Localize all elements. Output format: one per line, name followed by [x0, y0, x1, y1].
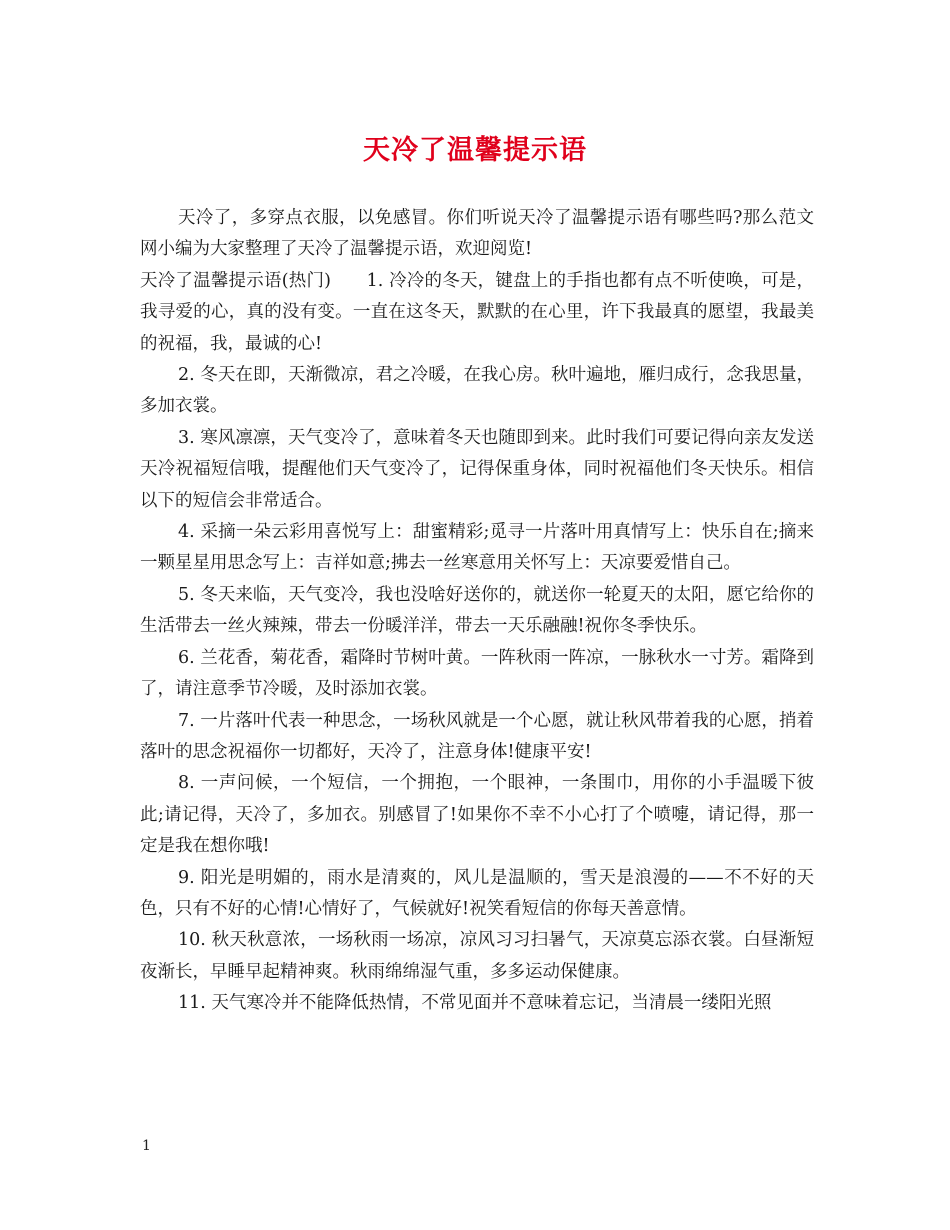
list-item: 7. 一片落叶代表一种思念，一场秋风就是一个心愿，就让秋风带着我的心愿，捎着落叶的思念祝福你一切都好，天冷了，注意身体!健康平安! — [140, 710, 814, 762]
list-item: 4. 采摘一朵云彩用喜悦写上：甜蜜精彩;觅寻一片落叶用真情写上：快乐自在;摘来一颗星星用思念写上：吉祥如意;拂去一丝寒意用关怀写上：天凉要爱惜自己。 — [140, 522, 814, 574]
list-item: 5. 冬天来临，天气变冷，我也没啥好送你的，就送你一轮夏天的太阳，愿它给你的生活带去一丝火辣辣，带去一份暖洋洋，带去一天乐融融!祝你冬季快乐。 — [140, 584, 814, 637]
section-heading-paragraph: 天冷了温馨提示语(热门) 1. 冷冷的冬天，键盘上的手指也都有点不听使唤，可是，我寻爱的心，真的没有变。一直在这冬天，默默的在心里，许下我最真的愿望，我最美的祝福，我，最诚的心! — [140, 270, 814, 354]
page-title: 天冷了温馨提示语 — [363, 135, 587, 166]
list-item: 3. 寒风凛凛，天气变冷了，意味着冬天也随即到来。此时我们可要记得向亲友发送天冷祝福短信哦，提醒他们天气变冷了，记得保重身体，同时祝福他们冬天快乐。相信以下的短信会非常适合。 — [140, 427, 814, 511]
list-item: 9. 阳光是明媚的，雨水是清爽的，风儿是温顺的，雪天是浪漫的——不不好的天色，只有不好的心情!心情好了，气候就好!祝笑看短信的你每天善意情。 — [140, 867, 814, 919]
list-item: 6. 兰花香，菊花香，霜降时节树叶黄。一阵秋雨一阵凉，一脉秋水一寸芳。霜降到了，请注意季节冷暖，及时添加衣裳。 — [140, 647, 814, 700]
list-item: 8. 一声问候，一个短信，一个拥抱，一个眼神，一条围巾，用你的小手温暖下彼此;请记得，天冷了，多加衣。别感冒了!如果你不幸不小心打了个喷嚏，请记得，那一定是我在想你哦! — [140, 773, 814, 857]
list-item: 11. 天气寒冷并不能降低热情，不常见面并不意味着忘记，当清晨一缕阳光照 — [178, 993, 772, 1014]
intro-paragraph: 天冷了，多穿点衣服，以免感冒。你们听说天冷了温馨提示语有哪些吗?那么范文网小编为大家整理了天冷了温馨提示语，欢迎阅览! — [140, 208, 814, 260]
list-item: 10. 秋天秋意浓，一场秋雨一场凉，凉风习习扫暑气，天凉莫忘添衣裳。白昼渐短夜渐长，早睡早起精神爽。秋雨绵绵湿气重，多多运动保健康。 — [140, 930, 814, 982]
document-body — [140, 203, 814, 1020]
list-item: 2. 冬天在即，天渐微凉，君之冷暖，在我心房。秋叶遍地，雁归成行，念我思量，多加衣裳。 — [140, 365, 814, 417]
page-number: 1 — [142, 1138, 151, 1154]
